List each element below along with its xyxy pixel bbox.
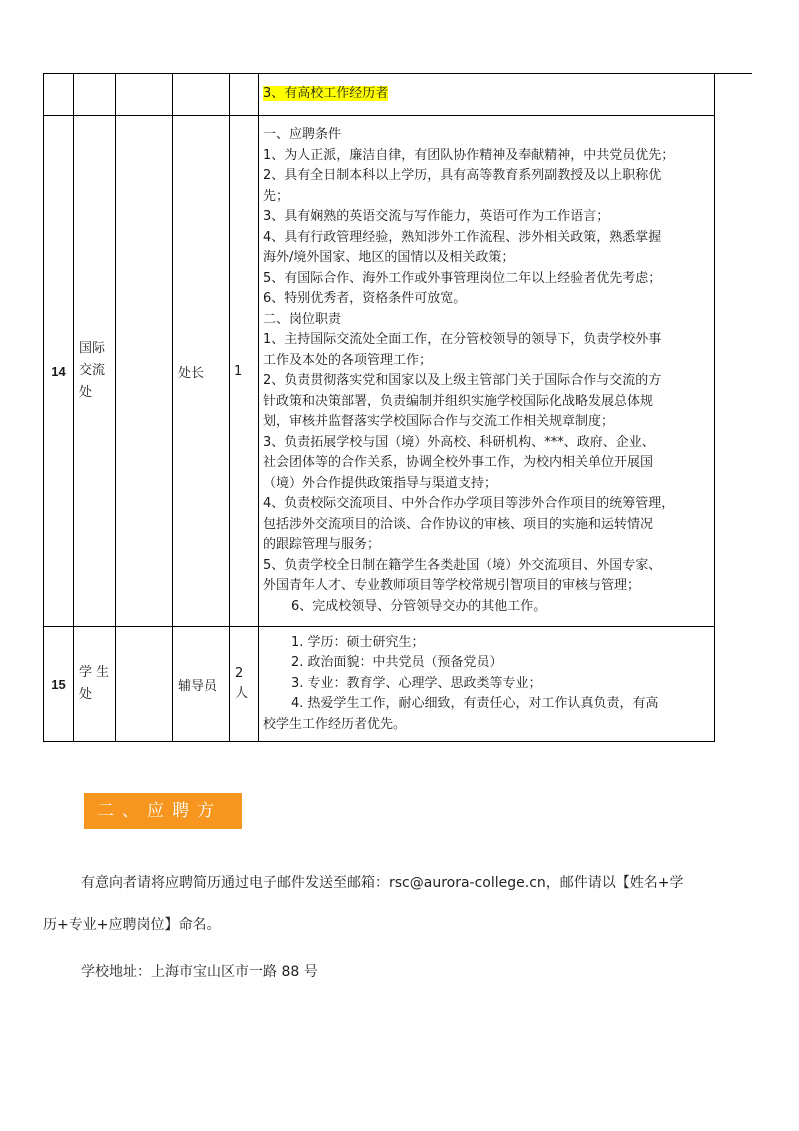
row-number: 15	[44, 627, 74, 742]
headcount-line: 2	[235, 666, 244, 681]
desc-line: 3、负责拓展学校与国（境）外高校、科研机构、***、政府、企业、	[263, 434, 655, 450]
desc-line: 2、具有全日制本科以上学历，具有高等教育系列副教授及以上职称优	[263, 168, 662, 183]
desc-line: 外国青年人才、专业教师项目等学校常规引智项目的审核与管理；	[263, 578, 641, 593]
table-row-previous	[44, 74, 715, 116]
desc-line: 3、具有娴熟的英语交流与写作能力，英语可作为工作语言；	[263, 209, 610, 224]
desc-line: 5、有国际合作、海外工作或外事管理岗位二年以上经验者优先考虑；	[263, 270, 662, 286]
table-row-15	[44, 627, 715, 742]
desc-line: 4、负责校际交流项目、中外合作办学项目等涉外合作项目的统筹管理，	[263, 496, 675, 511]
desc-line: 工作及本处的各项管理工作；	[263, 352, 433, 368]
position-cell: 处长	[173, 116, 230, 627]
apply-instruction-line1: 有意向者请将应聘简历通过电子邮件发送至邮箱：rsc@aurora-college.cn，邮件请以【姓名+学	[81, 875, 684, 891]
desc-line: 先；	[263, 188, 290, 204]
department-line: 交流	[79, 363, 106, 378]
cell-empty	[116, 74, 173, 116]
department-cell	[74, 116, 116, 627]
desc-line: 二、岗位职责	[263, 311, 342, 327]
cell-empty	[173, 74, 230, 116]
cell-empty	[116, 116, 173, 627]
headcount-cell: 1	[230, 116, 259, 627]
cell-empty	[74, 74, 116, 116]
desc-line: 1、为人正派，廉洁自律，有团队协作精神及奉献精神，中共党员优先；	[263, 147, 675, 163]
department-cell	[74, 627, 116, 742]
desc-line: 1. 学历：硕士研究生；	[291, 634, 425, 650]
desc-line: 海外/境外国家、地区的国情以及相关政策；	[263, 250, 515, 265]
requirement-cell	[259, 116, 715, 627]
department-line: 国际	[79, 341, 106, 356]
desc-line: 4. 热爱学生工作，耐心细致，有责任心，对工作认真负责，有高	[291, 696, 659, 712]
desc-line: 划，审核并监督落实学校国际合作与交流工作相关规章制度；	[263, 414, 615, 429]
department-line: 处	[79, 385, 93, 400]
desc-line: 6、完成校领导、分管领导交办的其他工作。	[291, 598, 547, 614]
desc-line: 2、负责贯彻落实党和国家以及上级主管部门关于国际合作与交流的方	[263, 373, 662, 388]
highlighted-requirement: 3、有高校工作经历者	[263, 86, 389, 102]
desc-line: 5、负责学校全日制在籍学生各类赴国（境）外交流项目、外国专家、	[263, 557, 662, 573]
department-line: 学 生	[79, 665, 110, 680]
job-table	[43, 73, 715, 742]
apply-instruction-line2: 历+专业+应聘岗位】命名。	[43, 917, 221, 933]
desc-line: 一、应聘条件	[263, 127, 342, 142]
desc-line: 社会团体等的合作关系，协调全校外事工作，为校内相关单位开展国	[263, 455, 654, 470]
cell-empty	[44, 74, 74, 116]
desc-line: （境）外合作提供政策指导与渠道支持；	[263, 475, 498, 491]
row-number: 14	[44, 116, 74, 627]
desc-line: 2. 政治面貌：中共党员（预备党员）	[291, 655, 503, 671]
desc-line: 3. 专业：教育学、心理学、思政类等专业；	[291, 675, 542, 691]
department-line: 处	[79, 687, 93, 702]
desc-line: 的跟踪管理与服务；	[263, 537, 381, 552]
table-row-14	[44, 116, 715, 627]
desc-line: 1、主持国际交流处全面工作，在分管校领导的领导下，负责学校外事	[263, 332, 662, 347]
desc-line: 校学生工作经历者优先。	[263, 716, 407, 732]
requirement-cell	[259, 74, 715, 116]
requirement-cell	[259, 627, 715, 742]
position-cell: 辅导员	[173, 627, 230, 742]
desc-line: 4、具有行政管理经验，熟知涉外工作流程、涉外相关政策，熟悉掌握	[263, 229, 662, 245]
headcount-line: 人	[235, 686, 249, 701]
cell-empty	[230, 74, 259, 116]
headcount-cell	[230, 627, 259, 742]
desc-line: 6、特别优秀者，资格条件可放宽。	[263, 291, 467, 306]
section-heading: 二、应聘方式	[84, 793, 242, 829]
desc-line: 针政策和决策部署，负责编制并组织实施学校国际化战略发展总体规	[263, 393, 654, 409]
school-address: 学校地址：上海市宝山区市一路 88 号	[81, 964, 318, 980]
cell-empty	[116, 627, 173, 742]
table-top-rule-extension	[714, 73, 752, 74]
desc-line: 包括涉外交流项目的洽谈、合作协议的审核、项目的实施和运转情况	[263, 516, 654, 532]
